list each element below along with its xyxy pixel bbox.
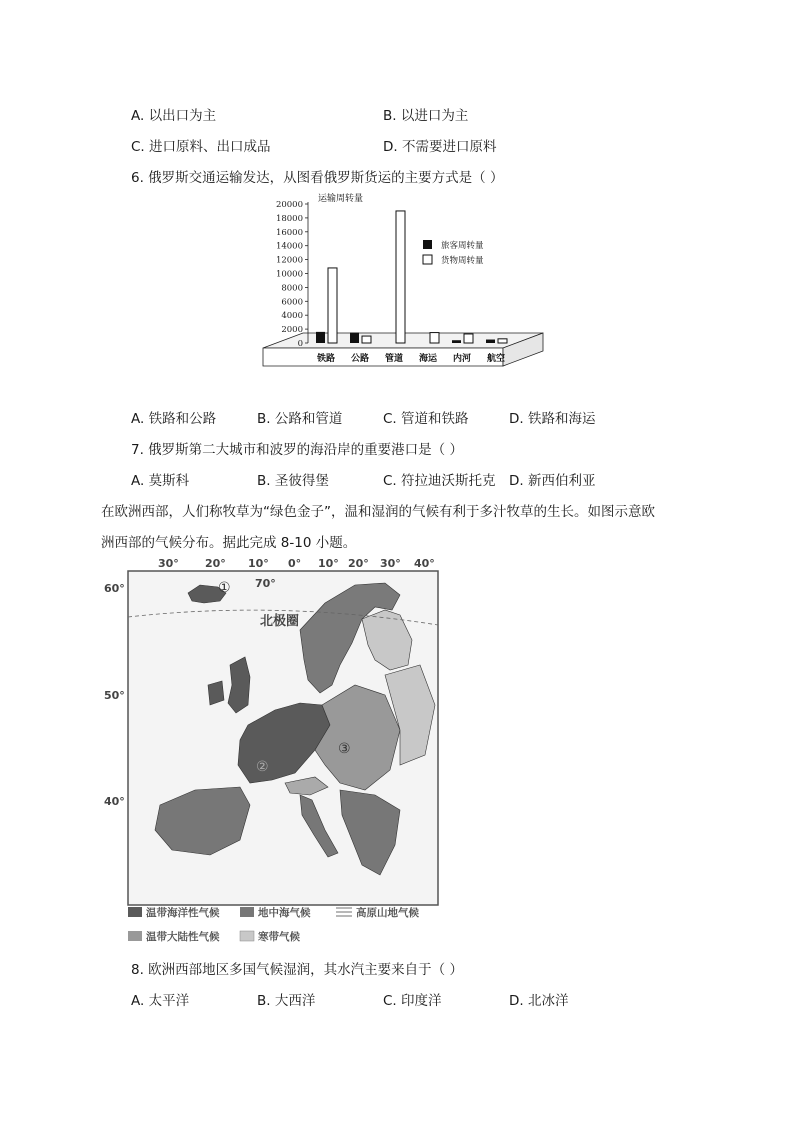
y-tick-label: 2000 (281, 325, 303, 336)
lon-label-20e: 20° (348, 557, 369, 570)
bar-passenger (350, 333, 359, 343)
bar-freight (464, 334, 473, 343)
lat-label-50: 50° (104, 689, 125, 702)
marker-3: ③ (338, 741, 351, 757)
legend-swatch-freight (423, 255, 432, 264)
chart-svg (258, 188, 548, 378)
q7-option-c: C. 符拉迪沃斯托克 (383, 473, 496, 489)
lat-label-70: 70° (255, 577, 276, 590)
lon-label-30e: 30° (380, 557, 401, 570)
legend-label-mediterranean: 地中海气候 (258, 907, 311, 919)
q5-option-c: C. 进口原料、出口成品 (131, 139, 271, 155)
q6-option-c: C. 管道和铁路 (383, 411, 469, 427)
y-tick-label: 12000 (275, 255, 303, 266)
chart-title: 运输周转量 (318, 194, 364, 204)
lon-label-20w: 20° (205, 557, 226, 570)
passage-line-1: 在欧洲西部，人们称牧草为“绿色金子”，温和湿润的气候有利于多汁牧草的生长。如图示意欧 (101, 504, 655, 520)
bar-freight (362, 336, 371, 343)
europe-climate-map (100, 555, 445, 950)
y-tick-label: 6000 (281, 297, 303, 308)
y-tick-label: 14000 (275, 241, 303, 252)
legend-swatch-continental (128, 931, 142, 941)
bar-passenger (452, 340, 461, 343)
q7-stem: 7. 俄罗斯第二大城市和波罗的海沿岸的重要港口是（ ） (131, 442, 463, 458)
x-category-label: 管道 (384, 354, 404, 364)
q7-option-a: A. 莫斯科 (131, 473, 190, 489)
map-svg (100, 555, 445, 950)
q8-option-b: B. 大西洋 (257, 993, 316, 1009)
transport-turnover-chart (258, 188, 548, 378)
bar-passenger (316, 332, 325, 343)
bar-freight (498, 339, 507, 343)
lon-label-0: 0° (288, 557, 302, 570)
bar-passenger (486, 340, 495, 343)
q5-option-b: B. 以进口为主 (383, 108, 469, 124)
x-category-label: 内河 (452, 354, 472, 364)
legend-swatch-passenger (423, 240, 432, 249)
q8-stem: 8. 欧洲西部地区多国气候湿润，其水汽主要来自于（ ） (131, 962, 463, 978)
lon-label-40e: 40° (414, 557, 435, 570)
legend-label-freight: 货物周转量 (441, 256, 484, 266)
lat-label-40: 40° (104, 795, 125, 808)
q5-option-d: D. 不需要进口原料 (383, 139, 497, 155)
q8-option-c: C. 印度洋 (383, 993, 442, 1009)
y-tick-label: 10000 (275, 269, 303, 280)
q6-option-d: D. 铁路和海运 (509, 411, 596, 427)
y-tick-label: 8000 (281, 283, 303, 294)
marker-1: ① (218, 580, 231, 596)
y-tick-label: 20000 (275, 200, 303, 210)
q8-option-a: A. 太平洋 (131, 993, 190, 1009)
y-tick-label: 18000 (275, 213, 303, 224)
x-category-label: 铁路 (316, 354, 336, 364)
legend-label-passenger: 旅客周转量 (441, 241, 484, 251)
q6-option-a: A. 铁路和公路 (131, 411, 217, 427)
y-tick-label: 0 (297, 339, 303, 349)
bar-freight (396, 211, 405, 343)
legend-label-continental: 温带大陆性气候 (146, 931, 220, 943)
y-tick-label: 4000 (281, 311, 303, 322)
arctic-circle-label: 北极圈 (260, 614, 300, 629)
q7-option-b: B. 圣彼得堡 (257, 473, 329, 489)
legend-label-oceanic: 温带海洋性气候 (146, 907, 220, 919)
q6-option-b: B. 公路和管道 (257, 411, 343, 427)
passage-line-2: 洲西部的气候分布。据此完成 8-10 小题。 (101, 535, 357, 551)
legend-label-polar: 寒带气候 (258, 931, 300, 943)
x-category-label: 航空 (486, 354, 506, 364)
lon-label-10e: 10° (318, 557, 339, 570)
q8-option-d: D. 北冰洋 (509, 993, 569, 1009)
y-tick-label: 16000 (275, 227, 303, 238)
bar-freight (328, 268, 337, 343)
legend-swatch-polar (240, 931, 254, 941)
marker-2: ② (256, 759, 269, 775)
bar-freight (430, 333, 439, 343)
lat-label-60: 60° (104, 582, 125, 595)
legend-swatch-oceanic (128, 907, 142, 917)
q7-option-d: D. 新西伯利亚 (509, 473, 596, 489)
q5-option-a: A. 以出口为主 (131, 108, 217, 124)
x-category-label: 公路 (350, 354, 370, 364)
legend-swatch-mediterranean (240, 907, 254, 917)
lon-label-30w: 30° (158, 557, 179, 570)
q6-stem: 6. 俄罗斯交通运输发达，从图看俄罗斯货运的主要方式是（ ） (131, 170, 504, 186)
lon-label-10w: 10° (248, 557, 269, 570)
legend-swatch-highland (336, 908, 352, 916)
x-category-label: 海运 (418, 354, 438, 364)
legend-label-highland: 高原山地气候 (356, 907, 419, 919)
